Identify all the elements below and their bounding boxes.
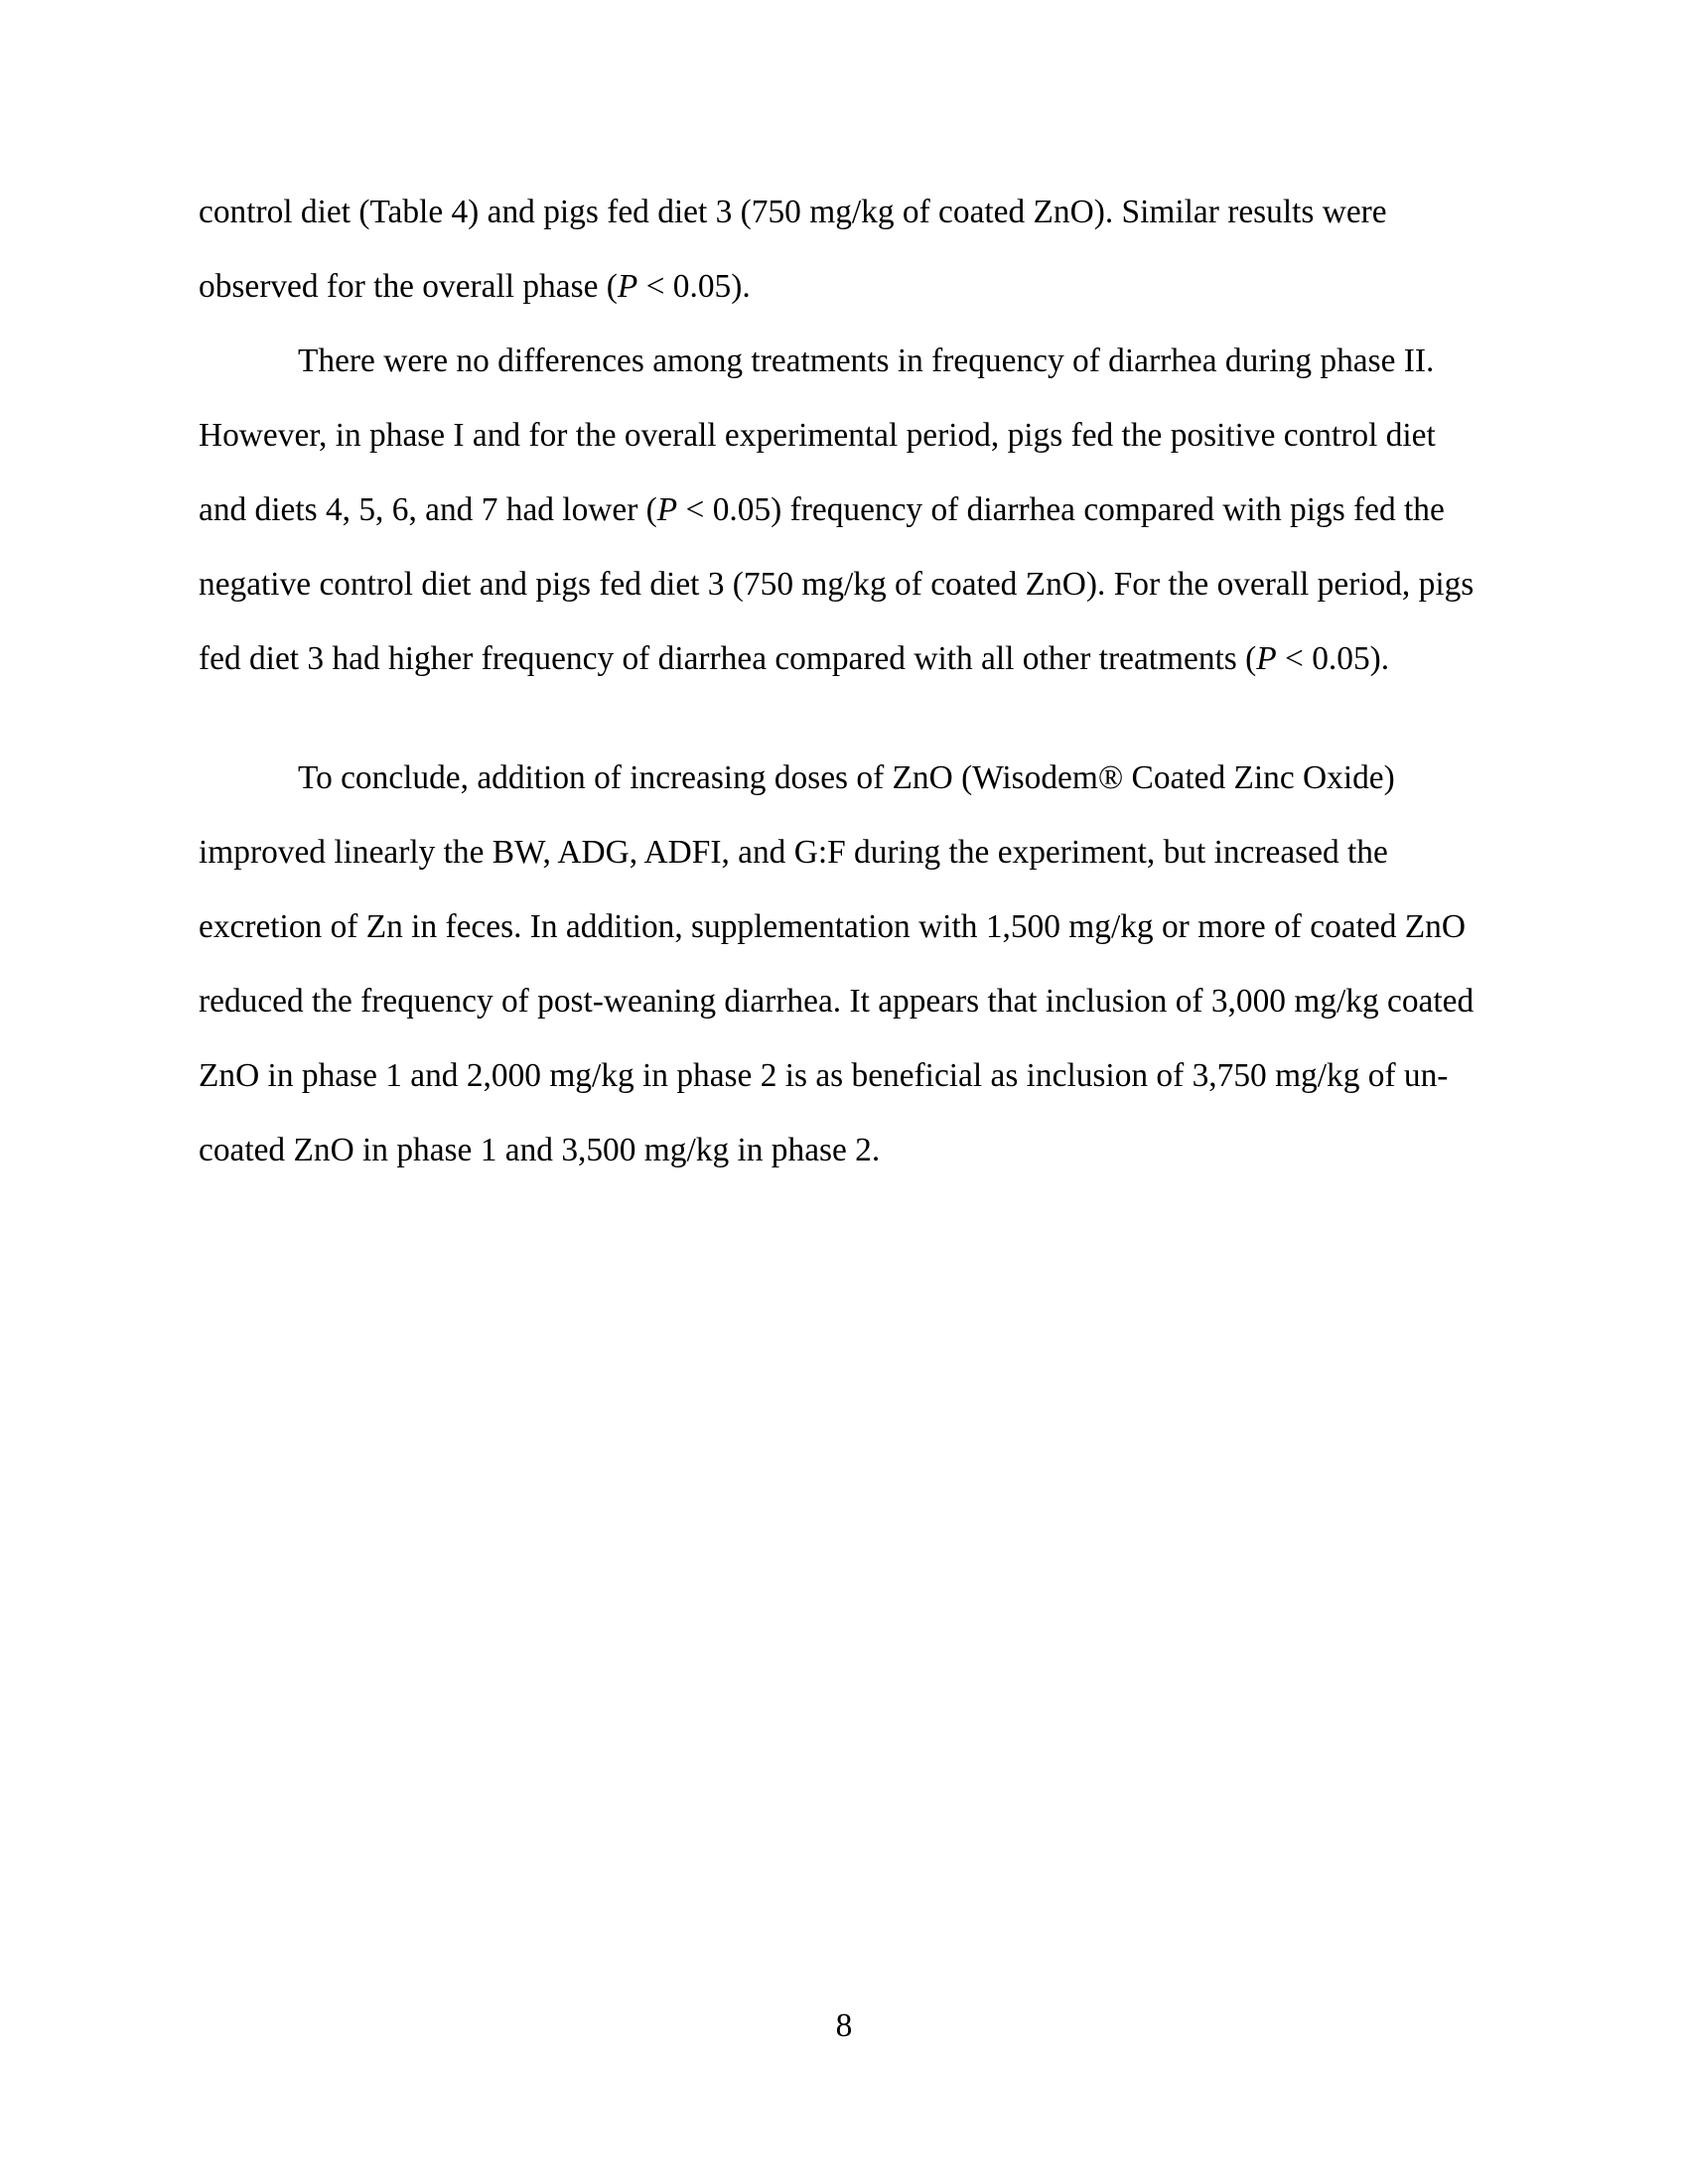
text-line [199, 621, 1489, 696]
text-run: ZnO in phase 1 and 2,000 mg/kg in phase 2 is as beneficial as inclusion of 3,750 mg/kg of un- [199, 1057, 1449, 1094]
text-run: There were no differences among treatments in frequency of diarrhea during phase II. [298, 342, 1435, 379]
text-line [199, 547, 1489, 621]
text-run: control diet (Table 4) and pigs fed diet 3 (750 mg/kg of coated ZnO). Similar results were [199, 194, 1387, 230]
text-run: improved linearly the BW, ADG, ADFI, and G:F during the experiment, but increased the [199, 834, 1388, 871]
text-run: coated ZnO in phase 1 and 3,500 mg/kg in phase 2. [199, 1132, 881, 1168]
text-run: However, in phase I and for the overall experimental period, pigs fed the positive control diet [199, 417, 1436, 454]
text-line [199, 741, 1489, 815]
text-line [199, 473, 1489, 547]
text-line [199, 1113, 1489, 1187]
text-line [199, 398, 1489, 473]
text-line [199, 249, 1489, 324]
text-line [199, 964, 1489, 1038]
text-run: observed for the overall phase ( [199, 268, 618, 305]
italic-p-run: P [656, 491, 678, 528]
text-line [199, 1038, 1489, 1113]
text-line [199, 889, 1489, 964]
italic-p-run: P [617, 268, 638, 305]
text-run: reduced the frequency of post-weaning diarrhea. It appears that inclusion of 3,000 mg/kg coated [199, 983, 1475, 1020]
document-body [199, 175, 1489, 1187]
text-run: and diets 4, 5, 6, and 7 had lower ( [199, 491, 657, 528]
text-run: negative control diet and pigs fed diet 3 (750 mg/kg of coated ZnO). For the overall period, pigs [199, 566, 1475, 603]
text-line [199, 815, 1489, 889]
text-line [199, 175, 1489, 249]
text-run: fed diet 3 had higher frequency of diarrhea compared with all other treatments ( [199, 640, 1257, 677]
text-run: < 0.05) frequency of diarrhea compared with pigs fed the [677, 491, 1445, 528]
text-run: excretion of Zn in feces. In addition, supplementation with 1,500 mg/kg or more of coated ZnO [199, 908, 1466, 945]
text-run: < 0.05). [1276, 640, 1390, 677]
italic-p-run: P [1256, 640, 1277, 677]
text-run: < 0.05). [637, 268, 751, 305]
text-run: To conclude, addition of increasing doses of ZnO (Wisodem® Coated Zinc Oxide) [298, 759, 1395, 796]
page-number: 8 [835, 2007, 853, 2044]
text-line [199, 324, 1489, 398]
